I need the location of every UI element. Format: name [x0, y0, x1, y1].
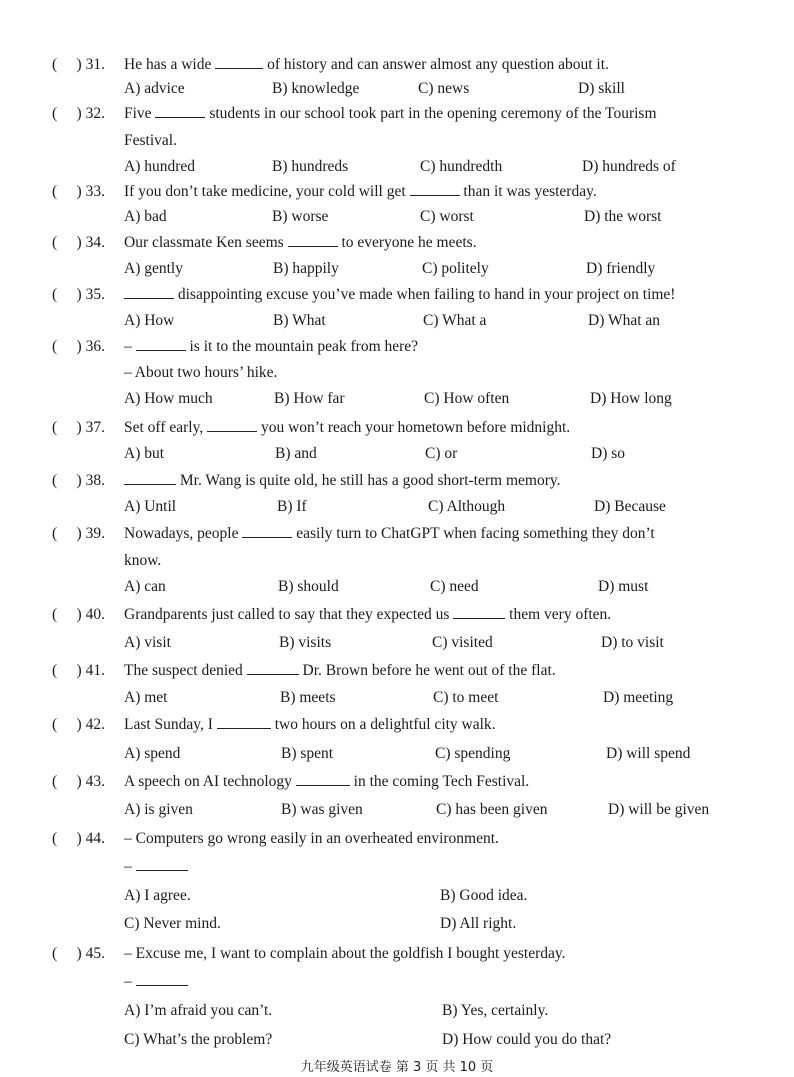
question-stem-continued: – About two hours’ hike.	[124, 364, 278, 381]
question-stem: The suspect denied Dr. Brown before he went out of the flat.	[124, 662, 556, 679]
option-d[interactable]: D) All right.	[440, 915, 517, 932]
option-a[interactable]: A) visit	[124, 634, 171, 651]
option-d[interactable]: D) hundreds of	[582, 158, 676, 175]
option-a[interactable]: A) hundred	[124, 158, 196, 175]
option-c[interactable]: C) politely	[422, 260, 489, 277]
option-c[interactable]: C) need	[430, 578, 479, 595]
option-b[interactable]: B) worse	[272, 208, 329, 225]
option-a[interactable]: A) gently	[124, 260, 183, 277]
option-b[interactable]: B) Good idea.	[440, 887, 528, 904]
option-b[interactable]: B) If	[277, 498, 307, 515]
question-stem: – Computers go wrong easily in an overheated environment.	[124, 830, 499, 847]
option-c[interactable]: C) worst	[420, 208, 474, 225]
answer-paren[interactable]: ( ) 42.	[52, 716, 105, 733]
question-stem: disappointing excuse you’ve made when failing to hand in your project on time!	[124, 286, 764, 304]
answer-paren[interactable]: ( ) 39.	[52, 525, 105, 542]
answer-paren[interactable]: ( ) 37.	[52, 419, 105, 436]
question-stem: – Excuse me, I want to complain about the goldfish I bought yesterday.	[124, 945, 566, 962]
option-b[interactable]: B) What	[273, 312, 326, 329]
response-blank: –	[124, 973, 188, 991]
option-c[interactable]: C) visited	[432, 634, 493, 651]
answer-paren[interactable]: ( ) 41.	[52, 662, 105, 679]
option-a[interactable]: A) bad	[124, 208, 167, 225]
option-d[interactable]: D) will be given	[608, 801, 710, 818]
option-a[interactable]: A) can	[124, 578, 166, 595]
option-c[interactable]: C) news	[418, 80, 470, 97]
question-stem: Five students in our school took part in the opening ceremony of the Tourism	[124, 105, 657, 122]
option-d[interactable]: D) will spend	[606, 745, 691, 762]
question-stem: Last Sunday, I two hours on a delightful city walk.	[124, 716, 496, 733]
option-d[interactable]: D) How long	[590, 390, 672, 407]
answer-paren[interactable]: ( ) 44.	[52, 830, 105, 847]
answer-paren[interactable]: ( ) 45.	[52, 945, 105, 962]
option-d[interactable]: D) to visit	[601, 634, 664, 651]
option-d[interactable]: D) Because	[594, 498, 666, 515]
option-b[interactable]: B) visits	[279, 634, 332, 651]
option-a[interactable]: A) but	[124, 445, 165, 462]
answer-paren[interactable]: ( ) 43.	[52, 773, 105, 790]
option-a[interactable]: A) spend	[124, 745, 181, 762]
option-b[interactable]: B) should	[278, 578, 339, 595]
option-d[interactable]: D) skill	[578, 80, 625, 97]
option-d[interactable]: D) the worst	[584, 208, 662, 225]
answer-paren[interactable]: ( ) 35.	[52, 286, 105, 303]
option-b[interactable]: B) and	[275, 445, 317, 462]
option-b[interactable]: B) meets	[280, 689, 336, 706]
option-b[interactable]: B) happily	[273, 260, 339, 277]
question-stem: If you don’t take medicine, your cold will get than it was yesterday.	[124, 183, 597, 200]
option-a[interactable]: A) How	[124, 312, 175, 329]
question-stem: Grandparents just called to say that they expected us them very often.	[124, 606, 612, 623]
question-stem: Our classmate Ken seems to everyone he meets.	[124, 234, 477, 251]
option-d[interactable]: D) What an	[588, 312, 661, 329]
question-stem: He has a wide of history and can answer almost any question about it.	[124, 56, 609, 73]
option-a[interactable]: A) I’m afraid you can’t.	[124, 1002, 273, 1019]
option-c[interactable]: C) or	[425, 445, 458, 462]
answer-paren[interactable]: ( ) 38.	[52, 472, 105, 489]
question-stem: Set off early, you won’t reach your hometown before midnight.	[124, 419, 571, 436]
option-c[interactable]: C) spending	[435, 745, 511, 762]
answer-paren[interactable]: ( ) 33.	[52, 183, 105, 200]
question-stem-continued: Festival.	[124, 132, 177, 149]
option-b[interactable]: B) Yes, certainly.	[442, 1002, 549, 1019]
option-b[interactable]: B) How far	[274, 390, 345, 407]
option-b[interactable]: B) spent	[281, 745, 334, 762]
option-d[interactable]: D) How could you do that?	[442, 1031, 612, 1048]
response-blank: –	[124, 858, 188, 876]
option-a[interactable]: A) I agree.	[124, 887, 191, 904]
option-b[interactable]: B) was given	[281, 801, 363, 818]
option-d[interactable]: D) meeting	[603, 689, 674, 706]
answer-paren[interactable]: ( ) 31.	[52, 56, 105, 73]
option-c[interactable]: C) to meet	[433, 689, 499, 706]
option-c[interactable]: C) How often	[424, 390, 510, 407]
option-c[interactable]: C) has been given	[436, 801, 548, 818]
option-a[interactable]: A) is given	[124, 801, 193, 818]
option-b[interactable]: B) hundreds	[272, 158, 349, 175]
answer-paren[interactable]: ( ) 34.	[52, 234, 105, 251]
question-stem: A speech on AI technology in the coming Tech Festival.	[124, 773, 530, 790]
option-c[interactable]: C) Although	[428, 498, 506, 515]
answer-paren[interactable]: ( ) 36.	[52, 338, 105, 355]
question-stem: – is it to the mountain peak from here?	[124, 338, 419, 355]
option-a[interactable]: A) How much	[124, 390, 213, 407]
option-a[interactable]: A) Until	[124, 498, 177, 515]
option-c[interactable]: C) Never mind.	[124, 915, 221, 932]
answer-paren[interactable]: ( ) 32.	[52, 105, 105, 122]
option-a[interactable]: A) advice	[124, 80, 185, 97]
option-c[interactable]: C) What a	[423, 312, 487, 329]
option-d[interactable]: D) friendly	[586, 260, 656, 277]
option-d[interactable]: D) must	[598, 578, 649, 595]
option-b[interactable]: B) knowledge	[272, 80, 360, 97]
question-stem-continued: know.	[124, 552, 162, 569]
option-d[interactable]: D) so	[591, 445, 626, 462]
option-c[interactable]: C) What’s the problem?	[124, 1031, 273, 1048]
question-stem: Mr. Wang is quite old, he still has a good short-term memory.	[124, 472, 764, 490]
option-a[interactable]: A) met	[124, 689, 168, 706]
question-stem: Nowadays, people easily turn to ChatGPT when facing something they don’t	[124, 525, 655, 542]
page-footer: 九年级英语试卷 第 3 页 共 10 页	[300, 1060, 494, 1075]
option-c[interactable]: C) hundredth	[420, 158, 503, 175]
answer-paren[interactable]: ( ) 40.	[52, 606, 105, 623]
